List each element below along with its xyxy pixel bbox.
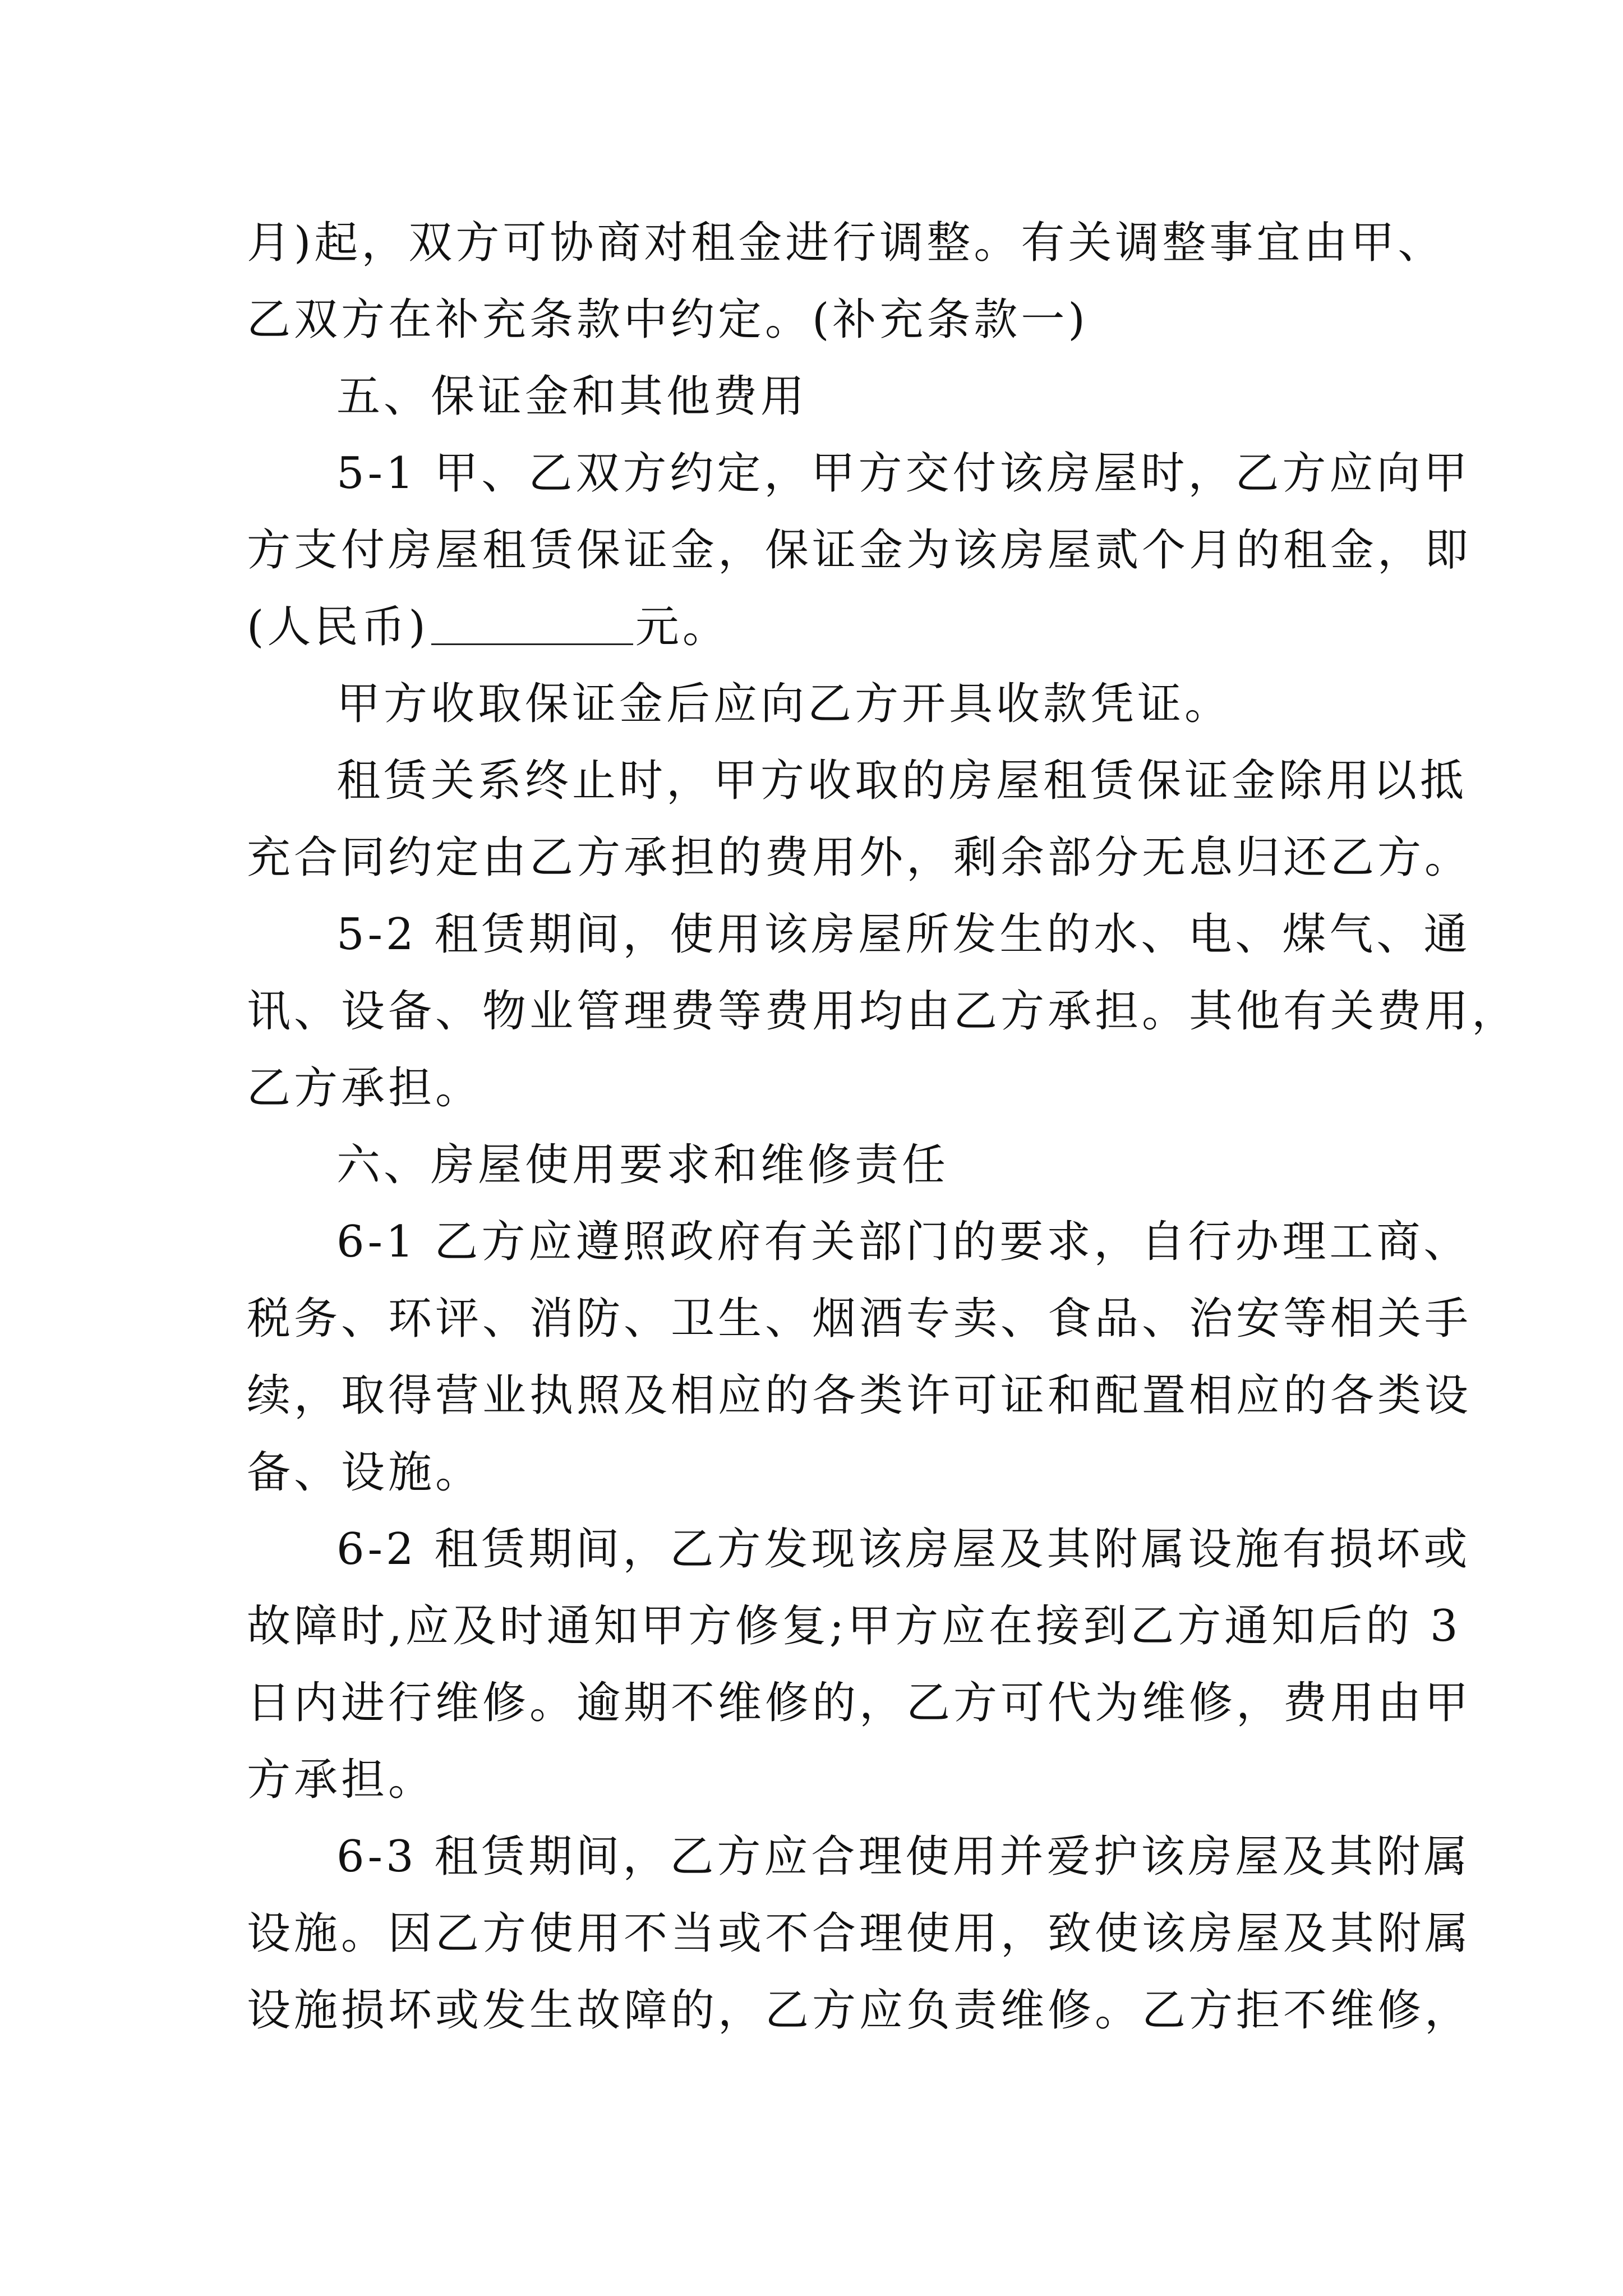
text-line: 方支付房屋租赁保证金，保证金为该房屋贰个月的租金，即	[247, 525, 1472, 576]
blank-prefix: (人民币)	[247, 602, 429, 652]
text-line: 税务、环评、消防、卫生、烟酒专卖、食品、治安等相关手	[247, 1294, 1472, 1344]
text-line: 乙双方在补充条款中约定。(补充条款一)	[247, 295, 1089, 345]
heading-text: 五、保证金和其他费用	[336, 371, 808, 422]
text-line: 乙方承担。	[247, 1063, 483, 1114]
text-line: 日内进行维修。逾期不维修的，乙方可代为维修，费用由甲	[247, 1678, 1472, 1728]
text-line: 租赁关系终止时，甲方收取的房屋租赁保证金除用以抵	[336, 756, 1468, 806]
clause-5-1	[247, 435, 1472, 666]
text-line: 方承担。	[247, 1755, 436, 1805]
clause-6-2	[247, 1511, 1472, 1819]
section-heading-5	[247, 358, 1413, 435]
section-heading-6	[247, 1127, 1413, 1204]
text-line	[247, 589, 1413, 666]
document-body	[247, 205, 1519, 2049]
blank-suffix: 元。	[635, 602, 730, 652]
text-line: 充合同约定由乙方承担的费用外，剩余部分无息归还乙方。	[247, 832, 1472, 883]
text-line: 甲方收取保证金后应向乙方开具收款凭证。	[336, 679, 1232, 729]
text-line: 续，取得营业执照及相应的各类许可证和配置相应的各类设	[247, 1370, 1472, 1421]
text-line: 故障时,应及时通知甲方修复;甲方应在接到乙方通知后的 3	[247, 1601, 1461, 1651]
text-line: 月)起，双方可协商对租金进行调整。有关调整事宜由甲、	[247, 218, 1445, 268]
text-line: 设施。因乙方使用不当或不合理使用，致使该房屋及其附属	[247, 1908, 1472, 1959]
text-line: 备、设施。	[247, 1447, 483, 1498]
text-line: 设施损坏或发生故障的，乙方应负责维修。乙方拒不维修，	[247, 1985, 1472, 2036]
clause-5-1-receipt	[247, 666, 1413, 743]
text-line: 5-2 租赁期间，使用该房屋所发生的水、电、煤气、通	[336, 909, 1471, 960]
text-line: 5-1 甲、乙双方约定，甲方交付该房屋时，乙方应向甲	[336, 448, 1471, 499]
clause-5-2	[247, 896, 1519, 1127]
fill-in-blank	[431, 604, 633, 645]
text-line: 6-3 租赁期间，乙方应合理使用并爱护该房屋及其附属	[336, 1832, 1471, 1882]
text-line: 6-1 乙方应遵照政府有关部门的要求，自行办理工商、	[336, 1217, 1471, 1267]
text-line: 讯、设备、物业管理费等费用均由乙方承担。其他有关费用，	[247, 986, 1519, 1037]
paragraph-continuation	[247, 205, 1445, 358]
text-line: 6-2 租赁期间，乙方发现该房屋及其附属设施有损坏或	[336, 1524, 1471, 1575]
clause-6-3	[247, 1819, 1472, 2049]
clause-6-1	[247, 1204, 1472, 1511]
heading-text: 六、房屋使用要求和维修责任	[336, 1140, 949, 1190]
clause-5-1-refund	[247, 743, 1472, 896]
